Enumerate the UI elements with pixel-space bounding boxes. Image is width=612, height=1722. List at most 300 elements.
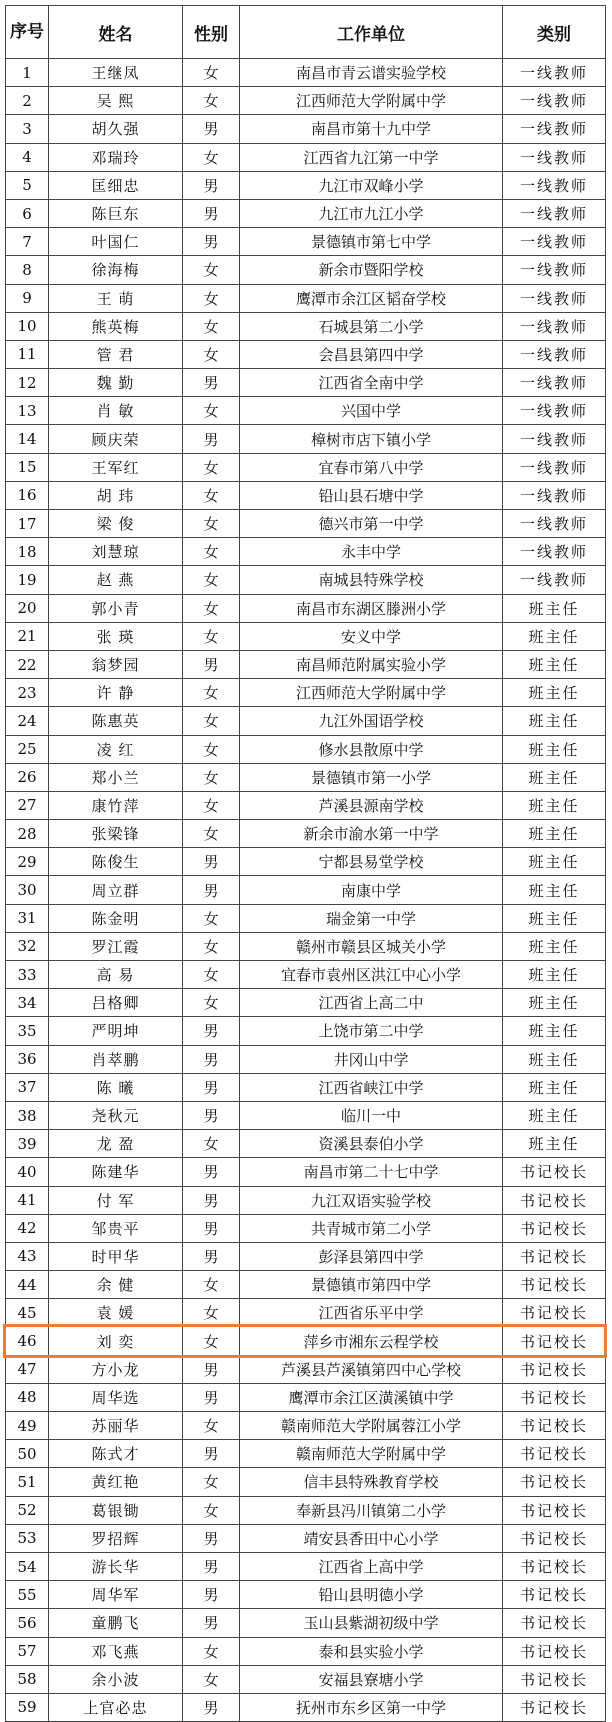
row-gender: 男 — [183, 199, 240, 227]
row-index: 31 — [6, 904, 49, 932]
row-index: 20 — [6, 594, 49, 622]
row-category: 班主任 — [503, 848, 606, 876]
row-unit: 新余市暨阳学校 — [240, 256, 503, 284]
row-category: 书记校长 — [503, 1158, 606, 1186]
row-index: 7 — [6, 228, 49, 256]
row-category: 书记校长 — [503, 1637, 606, 1665]
row-gender: 女 — [183, 763, 240, 791]
row-category: 书记校长 — [503, 1214, 606, 1242]
row-name: 邹贵平 — [49, 1214, 183, 1242]
row-unit: 南昌市东湖区滕洲小学 — [240, 594, 503, 622]
row-name: 陈式才 — [49, 1440, 183, 1468]
row-gender: 男 — [183, 1440, 240, 1468]
row-index: 54 — [6, 1552, 49, 1580]
row-name: 许 静 — [49, 679, 183, 707]
row-gender: 女 — [183, 143, 240, 171]
row-unit: 南城县特殊学校 — [240, 566, 503, 594]
row-gender: 女 — [183, 1665, 240, 1693]
row-unit: 石城县第二小学 — [240, 312, 503, 340]
row-category: 一线教师 — [503, 59, 606, 87]
row-name: 肖萃鹏 — [49, 1045, 183, 1073]
row-unit: 宜春市第八中学 — [240, 453, 503, 481]
header-name: 姓名 — [49, 6, 183, 59]
table-row — [6, 481, 606, 509]
row-unit: 江西省上高二中 — [240, 989, 503, 1017]
row-name: 胡 玮 — [49, 481, 183, 509]
row-name: 陈巨东 — [49, 199, 183, 227]
row-unit: 九江双语实验学校 — [240, 1186, 503, 1214]
row-index: 52 — [6, 1496, 49, 1524]
row-category: 书记校长 — [503, 1186, 606, 1214]
row-index: 41 — [6, 1186, 49, 1214]
row-unit: 九江外国语学校 — [240, 707, 503, 735]
row-category: 一线教师 — [503, 284, 606, 312]
row-name: 凌 红 — [49, 735, 183, 763]
row-unit: 彭泽县第四中学 — [240, 1242, 503, 1270]
table-row — [6, 1581, 606, 1609]
table-row — [6, 1242, 606, 1270]
row-unit: 南昌师范附属实验小学 — [240, 650, 503, 678]
row-unit: 鹰潭市余江区韬奋学校 — [240, 284, 503, 312]
header-index: 序号 — [6, 6, 49, 59]
row-unit: 资溪县泰伯小学 — [240, 1130, 503, 1158]
row-unit: 井冈山中学 — [240, 1045, 503, 1073]
row-unit: 江西师范大学附属中学 — [240, 679, 503, 707]
row-category: 书记校长 — [503, 1327, 606, 1355]
row-name: 康竹萍 — [49, 791, 183, 819]
row-name: 周立群 — [49, 876, 183, 904]
row-name: 邓飞燕 — [49, 1637, 183, 1665]
row-index: 23 — [6, 679, 49, 707]
row-name: 葛银锄 — [49, 1496, 183, 1524]
row-category: 书记校长 — [503, 1665, 606, 1693]
table-row — [6, 1186, 606, 1214]
row-gender: 女 — [183, 820, 240, 848]
row-index: 38 — [6, 1101, 49, 1129]
row-category: 一线教师 — [503, 510, 606, 538]
row-gender: 女 — [183, 989, 240, 1017]
row-gender: 男 — [183, 848, 240, 876]
row-gender: 男 — [183, 1186, 240, 1214]
row-gender: 女 — [183, 791, 240, 819]
row-name: 方小龙 — [49, 1355, 183, 1383]
table-row — [6, 763, 606, 791]
row-gender: 女 — [183, 256, 240, 284]
row-gender: 女 — [183, 1299, 240, 1327]
row-name: 魏 勤 — [49, 369, 183, 397]
row-unit: 萍乡市湘东云程学校 — [240, 1327, 503, 1355]
row-unit: 景德镇市第七中学 — [240, 228, 503, 256]
row-name: 管 君 — [49, 340, 183, 368]
row-name: 陈 曦 — [49, 1073, 183, 1101]
row-unit: 上饶市第二中学 — [240, 1017, 503, 1045]
row-index: 55 — [6, 1581, 49, 1609]
row-gender: 女 — [183, 340, 240, 368]
table-row — [6, 59, 606, 87]
row-index: 24 — [6, 707, 49, 735]
row-index: 15 — [6, 453, 49, 481]
table-row — [6, 848, 606, 876]
row-unit: 泰和县实验小学 — [240, 1637, 503, 1665]
row-category: 班主任 — [503, 1045, 606, 1073]
row-gender: 女 — [183, 1271, 240, 1299]
row-category: 书记校长 — [503, 1383, 606, 1411]
row-gender: 女 — [183, 622, 240, 650]
row-category: 一线教师 — [503, 171, 606, 199]
row-unit: 江西省全南中学 — [240, 369, 503, 397]
row-unit: 安福县寮塘小学 — [240, 1665, 503, 1693]
row-category: 班主任 — [503, 763, 606, 791]
row-index: 59 — [6, 1693, 49, 1721]
row-unit: 安义中学 — [240, 622, 503, 650]
row-unit: 南昌市第十九中学 — [240, 115, 503, 143]
row-category: 班主任 — [503, 679, 606, 707]
row-index: 16 — [6, 481, 49, 509]
row-index: 1 — [6, 59, 49, 87]
table-row — [6, 1327, 606, 1355]
table-row — [6, 1130, 606, 1158]
row-category: 一线教师 — [503, 566, 606, 594]
row-gender: 女 — [183, 566, 240, 594]
row-name: 匡细忠 — [49, 171, 183, 199]
roster-table — [5, 5, 606, 1722]
row-name: 尧秋元 — [49, 1101, 183, 1129]
row-category: 班主任 — [503, 735, 606, 763]
row-unit: 铅山县石塘中学 — [240, 481, 503, 509]
row-index: 35 — [6, 1017, 49, 1045]
row-category: 书记校长 — [503, 1299, 606, 1327]
row-unit: 临川一中 — [240, 1101, 503, 1129]
table-row — [6, 820, 606, 848]
table-row — [6, 115, 606, 143]
row-category: 班主任 — [503, 989, 606, 1017]
row-unit: 新余市渝水第一中学 — [240, 820, 503, 848]
row-unit: 赣南师范大学附属蓉江小学 — [240, 1412, 503, 1440]
row-name: 付 军 — [49, 1186, 183, 1214]
row-category: 书记校长 — [503, 1524, 606, 1552]
row-index: 19 — [6, 566, 49, 594]
row-category: 书记校长 — [503, 1355, 606, 1383]
table-row — [6, 425, 606, 453]
row-unit: 抚州市东乡区第一中学 — [240, 1693, 503, 1721]
row-gender: 男 — [183, 1609, 240, 1637]
row-category: 一线教师 — [503, 453, 606, 481]
row-index: 39 — [6, 1130, 49, 1158]
table-row — [6, 87, 606, 115]
row-gender: 女 — [183, 453, 240, 481]
row-name: 余 健 — [49, 1271, 183, 1299]
row-gender: 男 — [183, 1017, 240, 1045]
row-unit: 兴国中学 — [240, 397, 503, 425]
row-unit: 永丰中学 — [240, 538, 503, 566]
row-index: 28 — [6, 820, 49, 848]
row-index: 44 — [6, 1271, 49, 1299]
row-index: 50 — [6, 1440, 49, 1468]
row-category: 一线教师 — [503, 425, 606, 453]
row-category: 一线教师 — [503, 199, 606, 227]
row-index: 26 — [6, 763, 49, 791]
row-gender: 男 — [183, 171, 240, 199]
row-name: 郭小青 — [49, 594, 183, 622]
row-unit: 奉新县冯川镇第二小学 — [240, 1496, 503, 1524]
row-unit: 鹰潭市余江区潢溪镇中学 — [240, 1383, 503, 1411]
row-index: 49 — [6, 1412, 49, 1440]
row-gender: 男 — [183, 1524, 240, 1552]
row-category: 书记校长 — [503, 1496, 606, 1524]
row-name: 陈俊生 — [49, 848, 183, 876]
row-gender: 女 — [183, 904, 240, 932]
row-index: 3 — [6, 115, 49, 143]
row-name: 叶国仁 — [49, 228, 183, 256]
row-category: 书记校长 — [503, 1609, 606, 1637]
row-gender: 男 — [183, 1581, 240, 1609]
row-gender: 女 — [183, 538, 240, 566]
row-index: 57 — [6, 1637, 49, 1665]
row-category: 一线教师 — [503, 340, 606, 368]
table-row — [6, 369, 606, 397]
row-category: 一线教师 — [503, 115, 606, 143]
table-row — [6, 312, 606, 340]
header-row — [6, 6, 606, 59]
table-row — [6, 594, 606, 622]
table-row — [6, 1468, 606, 1496]
row-unit: 江西省九江第一中学 — [240, 143, 503, 171]
row-name: 罗江霞 — [49, 932, 183, 960]
row-index: 5 — [6, 171, 49, 199]
row-unit: 宁都县易堂学校 — [240, 848, 503, 876]
row-name: 张梁锋 — [49, 820, 183, 848]
table-row — [6, 1271, 606, 1299]
table-row — [6, 1355, 606, 1383]
row-category: 班主任 — [503, 876, 606, 904]
table-row — [6, 1045, 606, 1073]
row-name: 陈金明 — [49, 904, 183, 932]
row-index: 11 — [6, 340, 49, 368]
header-unit: 工作单位 — [240, 6, 503, 59]
row-index: 18 — [6, 538, 49, 566]
table-row — [6, 932, 606, 960]
table-row — [6, 622, 606, 650]
row-gender: 女 — [183, 1496, 240, 1524]
table-row — [6, 1383, 606, 1411]
row-index: 22 — [6, 650, 49, 678]
row-gender: 男 — [183, 1158, 240, 1186]
row-name: 刘慧琼 — [49, 538, 183, 566]
table-row — [6, 1017, 606, 1045]
row-index: 4 — [6, 143, 49, 171]
row-category: 班主任 — [503, 1073, 606, 1101]
table-row — [6, 1609, 606, 1637]
row-name: 张 瑛 — [49, 622, 183, 650]
row-name: 王继凤 — [49, 59, 183, 87]
row-gender: 男 — [183, 1693, 240, 1721]
row-category: 一线教师 — [503, 256, 606, 284]
row-unit: 南康中学 — [240, 876, 503, 904]
row-name: 胡久强 — [49, 115, 183, 143]
table-row — [6, 735, 606, 763]
row-gender: 男 — [183, 228, 240, 256]
table-row — [6, 228, 606, 256]
row-name: 吕格卿 — [49, 989, 183, 1017]
row-gender: 女 — [183, 594, 240, 622]
header-category: 类别 — [503, 6, 606, 59]
row-gender: 男 — [183, 425, 240, 453]
row-name: 邓瑞玲 — [49, 143, 183, 171]
row-category: 班主任 — [503, 904, 606, 932]
row-category: 书记校长 — [503, 1581, 606, 1609]
row-gender: 男 — [183, 1383, 240, 1411]
row-gender: 男 — [183, 369, 240, 397]
row-unit: 江西省乐平中学 — [240, 1299, 503, 1327]
row-gender: 女 — [183, 87, 240, 115]
table-row — [6, 650, 606, 678]
row-category: 班主任 — [503, 820, 606, 848]
row-unit: 江西师范大学附属中学 — [240, 87, 503, 115]
row-gender: 女 — [183, 679, 240, 707]
row-gender: 女 — [183, 1468, 240, 1496]
row-index: 34 — [6, 989, 49, 1017]
row-name: 时甲华 — [49, 1242, 183, 1270]
row-index: 2 — [6, 87, 49, 115]
row-unit: 德兴市第一中学 — [240, 510, 503, 538]
row-unit: 会昌县第四中学 — [240, 340, 503, 368]
row-unit: 宜春市袁州区洪江中心小学 — [240, 961, 503, 989]
row-index: 47 — [6, 1355, 49, 1383]
row-category: 一线教师 — [503, 481, 606, 509]
row-index: 6 — [6, 199, 49, 227]
row-index: 30 — [6, 876, 49, 904]
row-index: 45 — [6, 1299, 49, 1327]
row-unit: 芦溪县芦溪镇第四中心学校 — [240, 1355, 503, 1383]
row-category: 一线教师 — [503, 143, 606, 171]
row-gender: 男 — [183, 115, 240, 143]
row-category: 一线教师 — [503, 87, 606, 115]
row-unit: 江西省上高中学 — [240, 1552, 503, 1580]
row-name: 顾庆荣 — [49, 425, 183, 453]
row-gender: 女 — [183, 961, 240, 989]
table-row — [6, 1524, 606, 1552]
row-gender: 女 — [183, 312, 240, 340]
row-category: 一线教师 — [503, 369, 606, 397]
row-unit: 江西省峡江中学 — [240, 1073, 503, 1101]
table-row — [6, 453, 606, 481]
table-row — [6, 1073, 606, 1101]
row-index: 40 — [6, 1158, 49, 1186]
row-name: 余小波 — [49, 1665, 183, 1693]
row-name: 黄红艳 — [49, 1468, 183, 1496]
table-body — [6, 59, 606, 1722]
row-category: 班主任 — [503, 650, 606, 678]
row-name: 周华选 — [49, 1383, 183, 1411]
row-name: 游长华 — [49, 1552, 183, 1580]
row-gender: 男 — [183, 1101, 240, 1129]
row-unit: 九江市双峰小学 — [240, 171, 503, 199]
row-unit: 赣南师范大学附属中学 — [240, 1440, 503, 1468]
table-row — [6, 1496, 606, 1524]
row-gender: 女 — [183, 1412, 240, 1440]
row-index: 58 — [6, 1665, 49, 1693]
row-index: 42 — [6, 1214, 49, 1242]
row-gender: 女 — [183, 1327, 240, 1355]
table-row — [6, 1412, 606, 1440]
row-gender: 女 — [183, 707, 240, 735]
row-name: 周华军 — [49, 1581, 183, 1609]
row-name: 苏丽华 — [49, 1412, 183, 1440]
table-row — [6, 679, 606, 707]
row-category: 一线教师 — [503, 312, 606, 340]
row-category: 书记校长 — [503, 1412, 606, 1440]
row-index: 29 — [6, 848, 49, 876]
row-gender: 女 — [183, 510, 240, 538]
table-row — [6, 707, 606, 735]
row-gender: 男 — [183, 1045, 240, 1073]
row-name: 王军红 — [49, 453, 183, 481]
row-unit: 修水县散原中学 — [240, 735, 503, 763]
row-gender: 女 — [183, 932, 240, 960]
row-gender: 女 — [183, 1130, 240, 1158]
table-row — [6, 1552, 606, 1580]
table-row — [6, 510, 606, 538]
row-index: 9 — [6, 284, 49, 312]
table-row — [6, 1693, 606, 1721]
table-row — [6, 989, 606, 1017]
row-name: 袁 媛 — [49, 1299, 183, 1327]
row-index: 46 — [6, 1327, 49, 1355]
row-gender: 女 — [183, 735, 240, 763]
row-name: 高 易 — [49, 961, 183, 989]
row-unit: 铅山县明德小学 — [240, 1581, 503, 1609]
row-index: 37 — [6, 1073, 49, 1101]
row-index: 27 — [6, 791, 49, 819]
row-category: 书记校长 — [503, 1242, 606, 1270]
row-index: 32 — [6, 932, 49, 960]
row-index: 33 — [6, 961, 49, 989]
row-index: 53 — [6, 1524, 49, 1552]
row-name: 郑小兰 — [49, 763, 183, 791]
row-name: 童鹏飞 — [49, 1609, 183, 1637]
table-row — [6, 1637, 606, 1665]
row-category: 班主任 — [503, 961, 606, 989]
row-category: 班主任 — [503, 1101, 606, 1129]
row-gender: 男 — [183, 876, 240, 904]
table-row — [6, 171, 606, 199]
header-gender: 性别 — [183, 6, 240, 59]
table-row — [6, 143, 606, 171]
row-name: 翁梦园 — [49, 650, 183, 678]
row-gender: 女 — [183, 284, 240, 312]
row-index: 13 — [6, 397, 49, 425]
table-row — [6, 199, 606, 227]
row-name: 陈建华 — [49, 1158, 183, 1186]
table-row — [6, 876, 606, 904]
row-name: 刘 奕 — [49, 1327, 183, 1355]
row-unit: 南昌市青云谱实验学校 — [240, 59, 503, 87]
row-unit: 九江市九江小学 — [240, 199, 503, 227]
row-category: 班主任 — [503, 594, 606, 622]
row-name: 徐海梅 — [49, 256, 183, 284]
row-gender: 女 — [183, 397, 240, 425]
row-category: 书记校长 — [503, 1440, 606, 1468]
row-gender: 男 — [183, 650, 240, 678]
table-row — [6, 1665, 606, 1693]
row-gender: 男 — [183, 1552, 240, 1580]
row-index: 8 — [6, 256, 49, 284]
row-name: 吴 熙 — [49, 87, 183, 115]
row-category: 班主任 — [503, 1130, 606, 1158]
table-row — [6, 1214, 606, 1242]
row-gender: 男 — [183, 1242, 240, 1270]
table-row — [6, 1440, 606, 1468]
